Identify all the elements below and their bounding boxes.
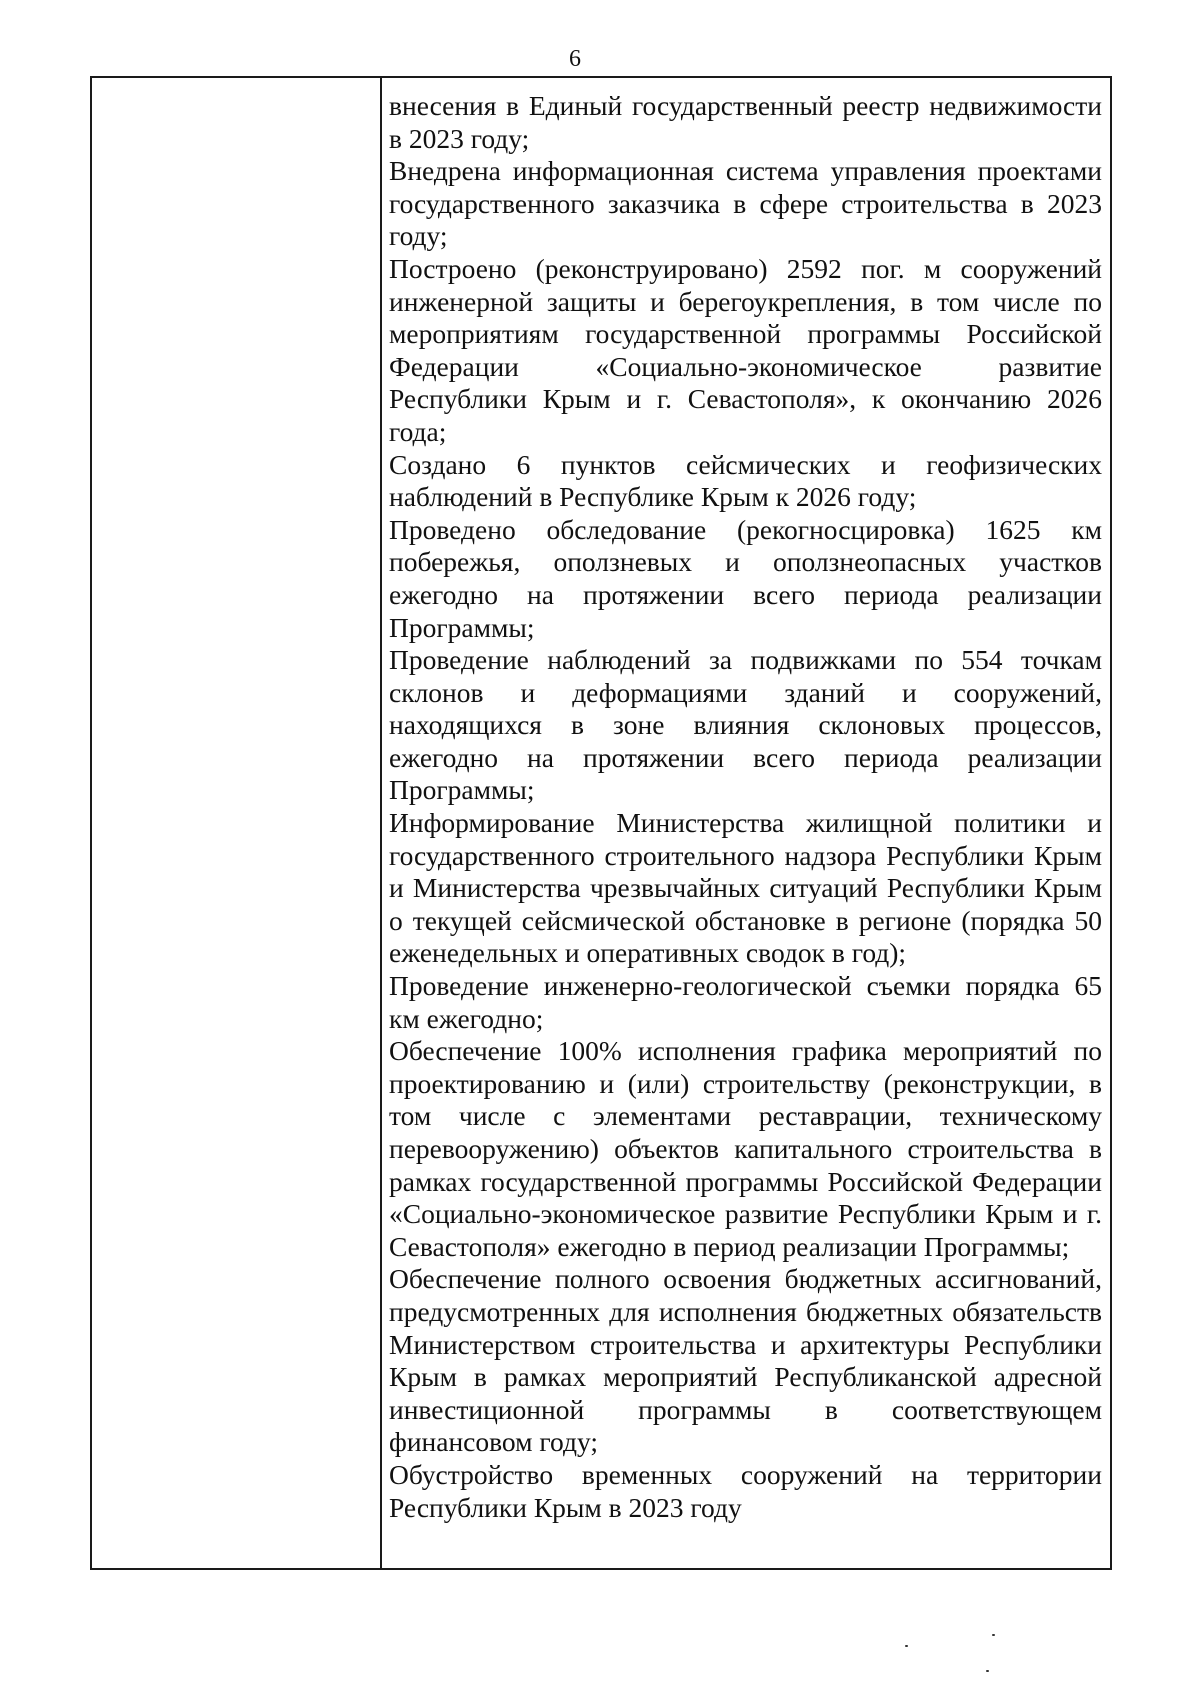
table-paragraph: Обеспечение 100% исполнения графика мероприятий по проектированию и (или) строительству (реконструкции, в том числе с элементами реставрации, техническому перевооружению) объектов капитального строительства в рамках государственной программы Российской Федерации «Социально-экономическое развитие Республики Крым и г. Севастополя» ежегодно в период реализации Программы; [389, 1035, 1102, 1262]
table-paragraph: Обустройство временных сооружений на территории Республики Крым в 2023 году [389, 1458, 1102, 1523]
scan-artifact [905, 1645, 908, 1647]
table-paragraph: внесения в Единый государственный реестр недвижимости в 2023 году; [389, 90, 1102, 154]
table-paragraph: Внедрена информационная система управления проектами государственного заказчика в сфере строительства в 2023 году; [389, 155, 1102, 252]
table-paragraph: Обеспечение полного освоения бюджетных ассигнований, предусмотренных для исполнения бюджетных обязательств Министерством строительства и архитектуры Республики Крым в рамках мероприятий Республиканской адресной инвестиционной программы в соответствующем финансовом году; [389, 1263, 1102, 1458]
scan-artifact [986, 1670, 989, 1672]
table-paragraph: Создано 6 пунктов сейсмических и геофизических наблюдений в Республике Крым к 2026 году; [389, 448, 1102, 513]
scan-artifact [992, 1634, 995, 1636]
document-table [90, 76, 1112, 1570]
table-paragraph: Проведено обследование (рекогносцировка) 1625 км побережья, оползневых и оползнеопасных участков ежегодно на протяжении всего периода реализации Программы; [389, 513, 1102, 643]
table-paragraph: Проведение наблюдений за подвижками по 554 точкам склонов и деформациями зданий и сооружений, находящихся в зоне влияния склоновых процессов, ежегодно на протяжении всего периода реализации Программы; [389, 644, 1102, 806]
table-left-cell [92, 78, 382, 1568]
page-number: 6 [569, 46, 581, 72]
table-paragraph: Информирование Министерства жилищной политики и государственного строительного надзора Республики Крым и Министерства чрезвычайных ситуаций Республики Крым о текущей сейсмической обстановке в регионе (порядка 50 еженедельных и оперативных сводок в год); [389, 807, 1102, 969]
table-right-cell [382, 78, 1110, 1568]
table-paragraph: Построено (реконструировано) 2592 пог. м сооружений инженерной защиты и берегоукрепления, в том числе по мероприятиям государственной программы Российской Федерации «Социально-экономическое развитие Республики Крым и г. Севастополя», к окончанию 2026 года; [389, 252, 1102, 447]
table-paragraph: Проведение инженерно-геологической съемки порядка 65 км ежегодно; [389, 970, 1102, 1034]
